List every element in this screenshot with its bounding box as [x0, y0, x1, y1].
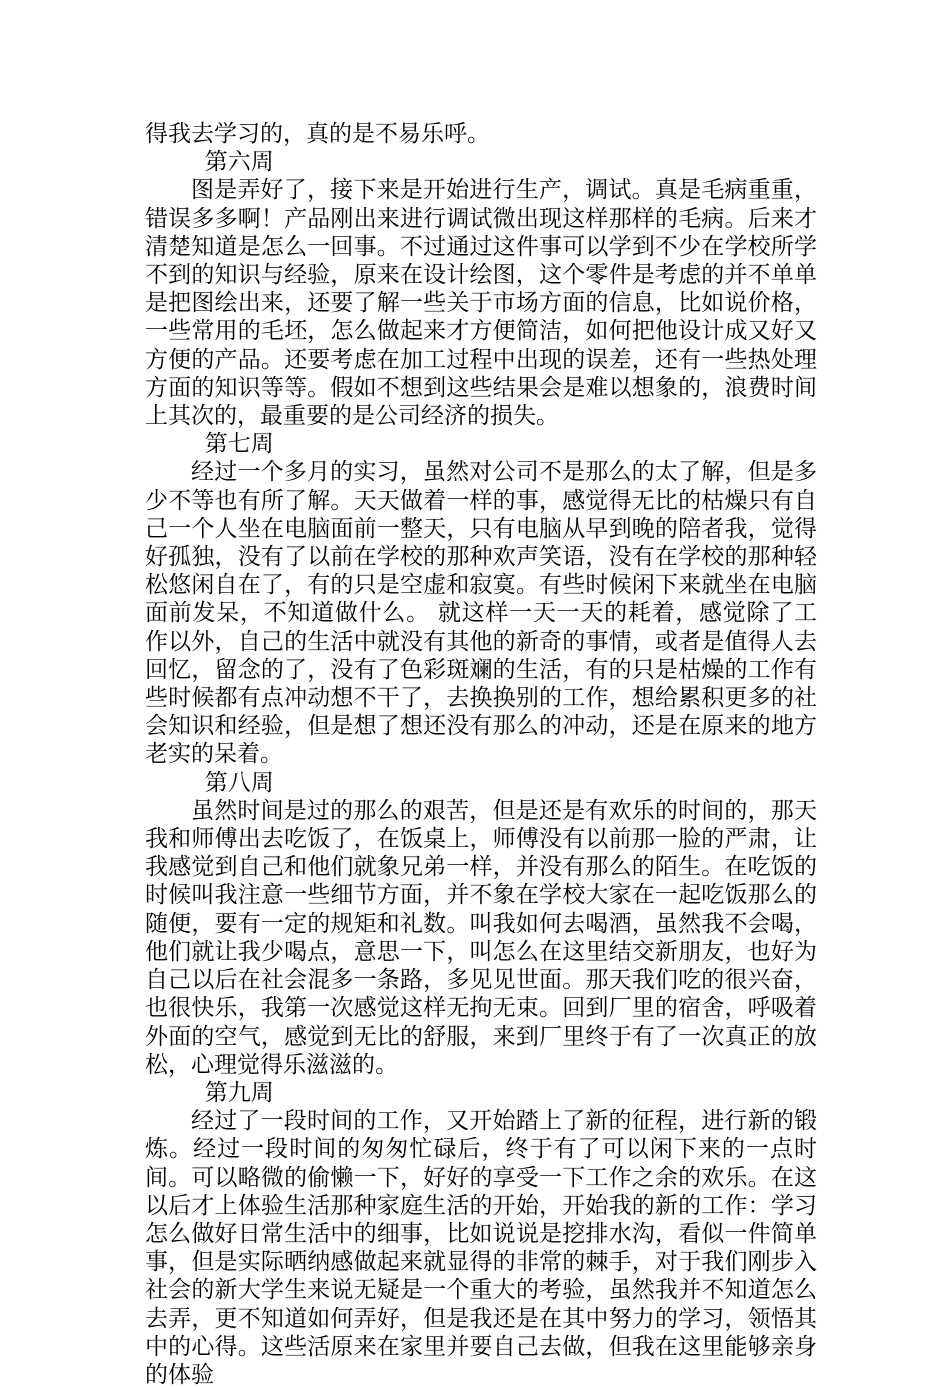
section-paragraph-week9: 经过了一段时间的工作，又开始踏上了新的征程，进行新的锻炼。经过一段时间的匆匆忙碌后，终于有了可以闲下来的一点时间。可以略微的偷懒一下，好好的享受一下工作之余的欢乐。在这以后才上体验生活那种家庭生活的开始，开始我的新的工作：学习怎么做好日常生活中的细事，比如说说是挖排水沟，看似一件简单事，但是实际晒纳感做起来就显得的非常的棘手，对于我们刚步入社会的新大学生来说无疑是一个重大的考验，虽然我并不知道怎么去弄，更不知道如何弄好，但是我还是在其中努力的学习，领悟其中的心得。这些活原来在家里并要自己去做，但我在这里能够亲身的体验: [145, 1108, 817, 1388]
document-page: [145, 120, 817, 1389]
section-paragraph-week8: 虽然时间是过的那么的艰苦，但是还是有欢乐的时间的，那天我和师傅出去吃饭了，在饭桌上，师傅没有以前那一脸的严肃，让我感觉到自己和他们就象兄弟一样，并没有那么的陌生。在吃饭的时候叫我注意一些细节方面，并不象在学校大家在一起吃饭那么的随便，要有一定的规矩和礼数。叫我如何去喝酒，虽然我不会喝，他们就让我少喝点，意思一下，叫怎么在这里结交新朋友，也好为自己以后在社会混多一条路，多见见世面。那天我们吃的很兴奋，也很快乐，我第一次感觉这样无拘无束。回到厂里的宿舍，呼吸着外面的空气，感觉到无比的舒服，来到厂里终于有了一次真正的放松，心理觉得乐滋滋的。: [145, 797, 817, 1078]
section-heading-week8: 第八周: [204, 769, 274, 796]
section-heading-week6: 第六周: [204, 149, 274, 176]
section-paragraph-week7: 经过一个多月的实习，虽然对公司不是那么的太了解，但是多少不等也有所了解。天天做着一样的事，感觉得无比的枯燥只有自己一个人坐在电脑面前一整天，只有电脑从早到晚的陪者我，觉得好孤独，没有了以前在学校的那种欢声笑语，没有在学校的那种轻松悠闲自在了，有的只是空虚和寂寞。有些时候闲下来就坐在电脑面前发呆，不知道做什么。 就这样一天一天的耗着，感觉除了工作以外，自己的生活中就没有其他的新奇的事情，或者是值得人去回忆，留念的了，没有了色彩斑斓的生活，有的只是枯燥的工作有些时候都有点冲动想不干了，去换换别的工作，想给累积更多的社会知识和经验，但是想了想还没有那么的冲动，还是在原来的地方老实的呆着。: [145, 459, 817, 768]
intro-paragraph: 得我去学习的，真的是不易乐呼。: [145, 121, 490, 147]
section-paragraph-week6: 图是弄好了，接下来是开始进行生产，调试。真是毛病重重，错误多多啊！产品刚出来进行调试微出现这样那样的毛病。后来才清楚知道是怎么一回事。不过通过这件事可以学到不少在学校所学不到的知识与经验，原来在设计绘图，这个零件是考虑的并不单单是把图绘出来，还要了解一些关于市场方面的信息，比如说价格，一些常用的毛坯，怎么做起来才方便简洁，如何把他设计成又好又方便的产品。还要考虑在加工过程中出现的误差，还有一些热处理方面的知识等等。假如不想到这些结果会是难以想象的，浪费时间上其次的，最重要的是公司经济的损失。: [145, 177, 817, 430]
section-heading-week7: 第七周: [204, 431, 274, 458]
section-heading-week9: 第九周: [204, 1079, 274, 1106]
